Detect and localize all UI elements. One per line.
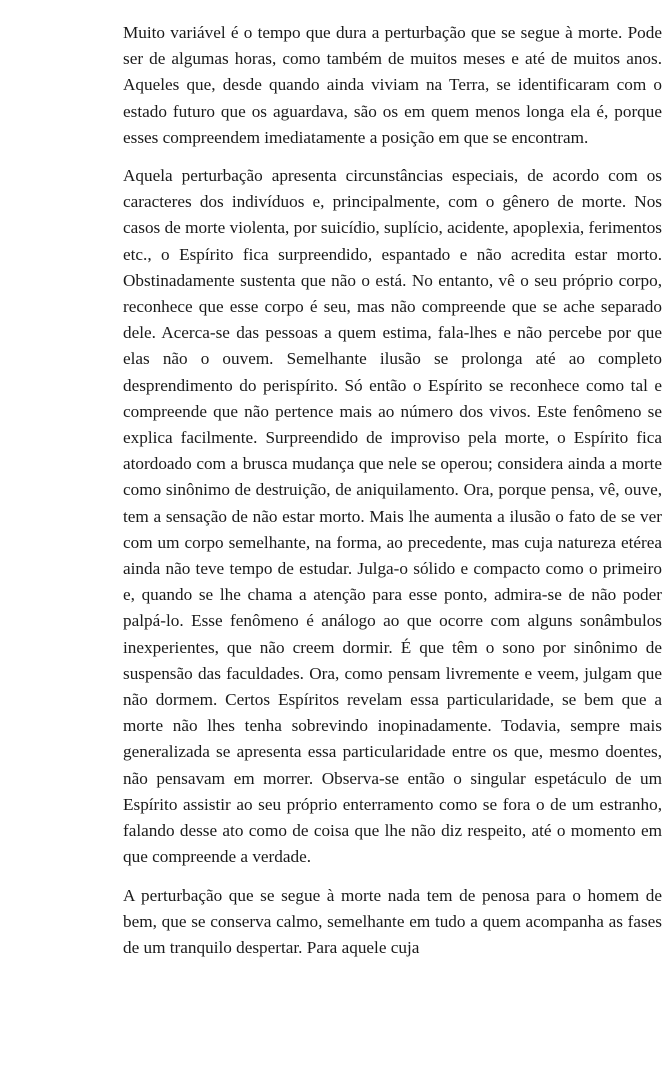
document-page [123, 0, 662, 973]
paragraph-1: Muito variável é o tempo que dura a perturbação que se segue à morte. Pode ser de algumas horas, como também de muitos meses e até de muitos anos. Aqueles que, desde quando ainda viviam na Terra, se identificaram com o estado futuro que os aguardava, são os em quem menos longa ela é, porque esses compreendem imediatamente a posição em que se encontram. [123, 23, 662, 147]
paragraph-3: A perturbação que se segue à morte nada tem de penosa para o homem de bem, que se conserva calmo, semelhante em tudo a quem acompanha as fases de um tranquilo despertar. Para aquele cuja [123, 885, 662, 957]
paragraph-2: Aquela perturbação apresenta circunstâncias especiais, de acordo com os caracteres dos indivíduos e, principalmente, com o gênero de morte. Nos casos de morte violenta, por suicídio, suplício, acidente, apoplexia, ferimentos etc., o Espírito fica surpreendido, espantado e não acredita estar morto. Obstinadamente sustenta que não o está. No entanto, vê o seu próprio corpo, reconhece que esse corpo é seu, mas não compreende que se ache separado dele. Acerca-se das pessoas a quem estima, fala-lhes e não percebe por que elas não o ouvem. Semelhante ilusão se prolonga até ao completo desprendimento do perispírito. Só então o Espírito se reconhece como tal e compreende que não pertence mais ao número dos vivos. Este fenômeno se explica facilmente. Surpreendido de improviso pela morte, o Espírito fica atordoado com a brusca mudança que nele se operou; considera ainda a morte como sinônimo de destruição, de aniquilamento. Ora, porque pensa, vê, ouve, tem a sensação de não estar morto. Mais lhe aumenta a ilusão o fato de se ver com um corpo semelhante, na forma, ao precedente, mas cuja natureza etérea ainda não teve tempo de estudar. Julga-o sólido e compacto como o primeiro e, quando se lhe chama a atenção para esse ponto, admira-se de não poder palpá-lo. Esse fenômeno é análogo ao que ocorre com alguns sonâmbulos inexperientes, que não creem dormir. É que têm o sono por sinônimo de suspensão das faculdades. Ora, como pensam livremente e veem, julgam que não dormem. Certos Espíritos revelam essa particularidade, se bem que a morte não lhes tenha sobrevindo inopinadamente. Todavia, sempre mais generalizada se apresenta essa particularidade entre os que, mesmo doentes, não pensavam em morrer. Observa-se então o singular espetáculo de um Espírito assistir ao seu próprio enterramento como se fora o de um estranho, falando desse ato como de coisa que lhe não diz respeito, até o momento em que compreende a verdade. [123, 166, 662, 867]
